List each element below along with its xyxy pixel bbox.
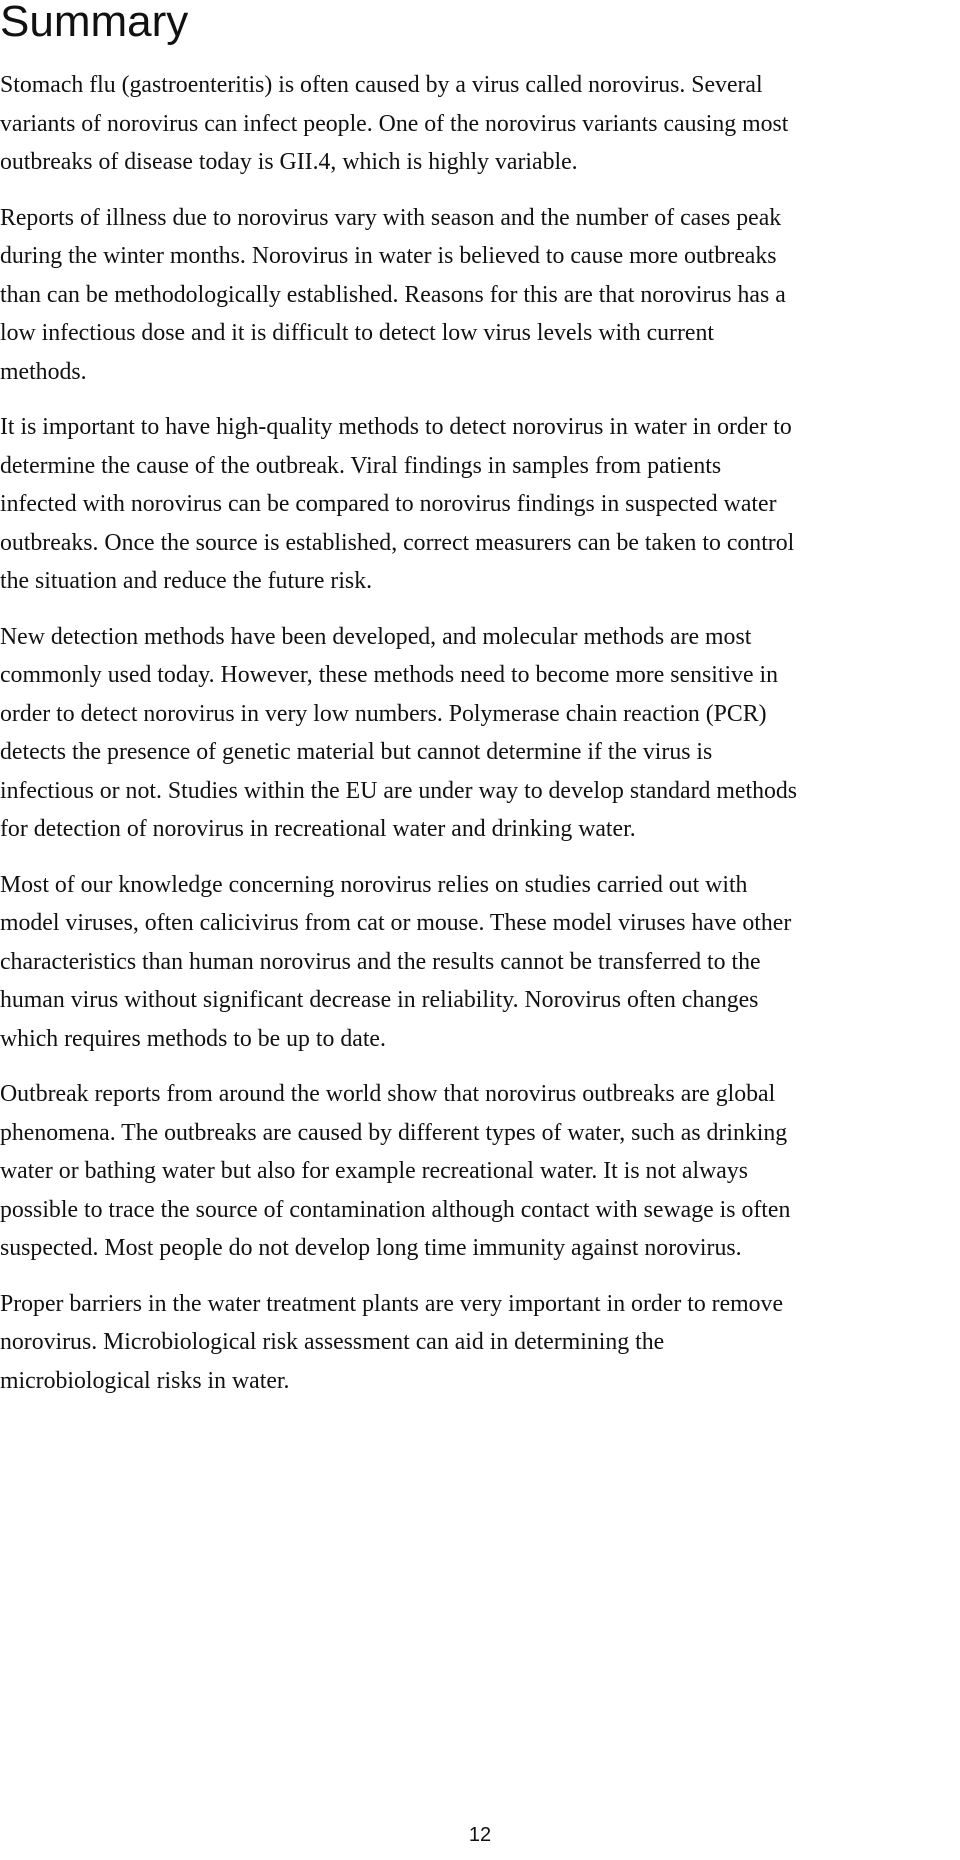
text-line: which requires methods to be up to date.	[0, 1025, 386, 1052]
text-line: outbreaks. Once the source is established, correct measurers can be taken to control	[0, 529, 795, 556]
text-line: infectious or not. Studies within the EU are under way to develop standard methods	[0, 777, 798, 804]
text-line: It is important to have high-quality methods to detect norovirus in water in order to	[0, 414, 792, 440]
text-line: suspected. Most people do not develop long time immunity against norovirus.	[0, 1235, 742, 1261]
text-line: methods.	[0, 358, 87, 385]
text-line: Outbreak reports from around the world show that norovirus outbreaks are global	[0, 1081, 776, 1107]
paragraph	[0, 1075, 960, 1268]
text-line: characteristics than human norovirus and the results cannot be transferred to the	[0, 948, 761, 975]
text-line: phenomena. The outbreaks are caused by different types of water, such as drinking	[0, 1119, 788, 1146]
text-line: microbiological risks in water.	[0, 1367, 290, 1394]
page-title: Summary	[0, 0, 189, 46]
paragraph	[0, 199, 960, 392]
paragraph	[0, 408, 960, 601]
text-line: Stomach flu (gastroenteritis) is often caused by a virus called norovirus. Several	[0, 72, 763, 98]
text-line: infected with norovirus can be compared to norovirus findings in suspected water	[0, 491, 777, 517]
page-number: 12	[468, 1824, 492, 1846]
text-line: during the winter months. Norovirus in water is believed to cause more outbreaks	[0, 243, 777, 269]
text-line: norovirus. Microbiological risk assessment can aid in determining the	[0, 1329, 665, 1355]
text-line: Reports of illness due to norovirus vary with season and the number of cases peak	[0, 204, 782, 231]
paragraph	[0, 866, 960, 1059]
text-line: possible to trace the source of contamination although contact with sewage is often	[0, 1196, 791, 1223]
paragraph	[0, 1285, 960, 1401]
text-line: Proper barriers in the water treatment plants are very important in order to remove	[0, 1290, 784, 1317]
text-line: Most of our knowledge concerning norovirus relies on studies carried out with	[0, 871, 748, 898]
text-line: model viruses, often calicivirus from cat or mouse. These model viruses have other	[0, 910, 792, 936]
text-line: the situation and reduce the future risk.	[0, 568, 373, 594]
text-line: determine the cause of the outbreak. Viral findings in samples from patients	[0, 452, 722, 479]
text-line: low infectious dose and it is difficult to detect low virus levels with current	[0, 320, 714, 346]
text-line: order to detect norovirus in very low numbers. Polymerase chain reaction (PCR)	[0, 700, 767, 727]
text-line: water or bathing water but also for example recreational water. It is not always	[0, 1158, 748, 1184]
text-line: detects the presence of genetic material but cannot determine if the virus is	[0, 739, 713, 765]
text-line: than can be methodologically established. Reasons for this are that norovirus has a	[0, 281, 786, 308]
paragraph	[0, 618, 960, 849]
text-line: commonly used today. However, these methods need to become more sensitive in	[0, 662, 778, 688]
text-line: variants of norovirus can infect people. One of the norovirus variants causing most	[0, 110, 789, 137]
summary-body	[0, 66, 960, 1417]
text-line: outbreaks of disease today is GII.4, which is highly variable.	[0, 149, 578, 175]
text-line: New detection methods have been developed, and molecular methods are most	[0, 623, 752, 650]
text-line: human virus without significant decrease in reliability. Norovirus often changes	[0, 987, 759, 1013]
text-line: for detection of norovirus in recreational water and drinking water.	[0, 816, 636, 842]
paragraph	[0, 66, 960, 182]
